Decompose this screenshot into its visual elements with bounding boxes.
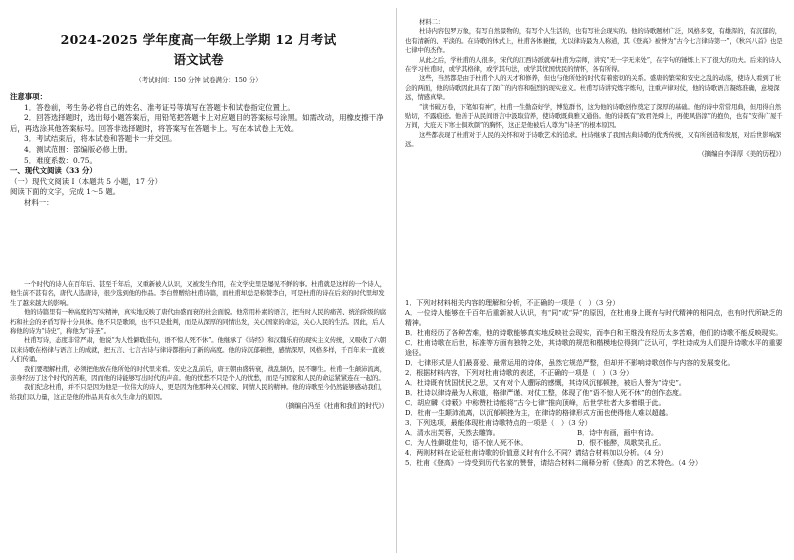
column-divider <box>396 8 397 553</box>
question-3-option: C．为人性僻耽佳句，语不惊人死不休。 <box>405 439 528 447</box>
question-2-stem: 2．根据材料内容，下列对杜甫诗歌的表述，不正确的一项是（ ）（3 分） <box>405 369 634 377</box>
question-1-option: A．一位诗人能够在千百年后重新被人认识，有“同”或“异”的原因，在杜甫身上既有与时代精神的相同点，也有时代所缺乏的精神。 <box>405 309 783 327</box>
question-1-option: C．杜甫诗歌在后世，标准等方面有独特之处，其诗歌的规范和楷模地位得到广泛认可，学杜诗成为人们提升诗歌水平的重要途径。 <box>405 339 783 357</box>
question-1-option: D．七律形式是人们最喜爱、最常运用的诗体，虽然它规范严整，但却并不影响诗歌创作与内容的发展变化。 <box>405 359 735 367</box>
material1-paragraph: 他的诗篇里有一种高度的写实精神，真实地反映了唐代由盛而衰的社会面貌。他常用朴素的语言，把当时人民的痛苦、统治阶级的腐朽和社会的矛盾写得十分具体。他不只是歌颂，也不只是批判，而是从深厚的同情出发，关心国家的命运，关心人民的生活。因此，后人称他的诗为“诗史”，称他为“诗圣”。 <box>10 308 386 336</box>
material1-paragraph: 我们要理解杜甫，必须把他放在他所处的时代里来看。安史之乱前后，唐王朝由盛转衰，战乱频仍，民不聊生。杜甫一生颠沛流离，亲身经历了这个时代的苦难，因而他的诗能够写出时代的声音。他的忧愁不只是个人的忧愁，而是与国家和人民的命运紧紧连在一起的。 <box>10 364 386 383</box>
material2-paragraph: “读书破万卷，下笔如有神”，杜甫一生勤奋好学，博览群书，这为他的诗歌创作奠定了深厚的基础。他的诗中常常用典，但用得自然贴切，不露痕迹。他善于从民间语言中汲取营养，使诗歌既典雅又通俗。他的诗既有“致君尧舜上，再使风俗淳”的抱负，也有“安得广厦千万间，大庇天下寒士俱欢颜”的胸怀，这正是他被后人尊为“诗圣”的根本原因。 <box>405 102 783 130</box>
material2-paragraph: 这些都表现了杜甫对于人民的关怀和对于诗歌艺术的追求。杜诗继承了我国古典诗歌的优秀传统，又有所创造和发展，对后世影响深远。 <box>405 130 781 149</box>
exam-subtitle: 语文试卷 <box>173 52 224 67</box>
question-3-option: A．清水出芙蓉，天然去雕饰。 <box>405 429 500 437</box>
material1-paragraph: 杜甫写诗，态度非常严肃，他说“为人性僻耽佳句，语不惊人死不休”。他继承了《诗经》和汉魏乐府的现实主义传统，又吸收了六朝以来诗歌在格律与语言上的成就，把五言、七言古诗与律诗都推向了新的高度。他的诗沉郁顿挫，感情深厚，风格多样，千百年来一直被人们传诵。 <box>10 336 386 364</box>
note-item: 3．考试结束后，将本试卷和答题卡一并交回。 <box>24 134 177 144</box>
question-2-option: D．杜甫一生颠沛流离，以沉郁顿挫为主，在律诗的格律形式方面也使得他人难以超越。 <box>405 409 673 417</box>
question-1-option: B．杜甫经历了各种苦难，他的诗歌能够真实地反映社会现实，而李白和王维没有经历太多苦难，他们的诗歌不能反映现实。 <box>405 329 783 337</box>
question-4: 4．两则材料在论证杜甫诗歌的价值意义时有什么不同？请结合材料加以分析。（4 分） <box>405 449 668 457</box>
question-3-row <box>405 428 785 438</box>
exam-title: 2024-2025 学年度高一年级上学期 12 月考试 <box>60 32 337 47</box>
section-heading: 一、现代文阅读（33 分） <box>10 166 97 176</box>
note-item: 5．难度系数：0.75。 <box>24 155 97 165</box>
section-intro: 阅读下面的文字，完成 1～5 题。 <box>10 187 121 197</box>
question-2-option: C．胡应麟《诗薮》中称赞杜诗能将“古今七律”推向顶峰，后世学杜者大多着眼于此。 <box>405 399 666 407</box>
material1-body <box>10 280 388 412</box>
material1-paragraph: 我们纪念杜甫，并不只是因为他是一位伟大的诗人，更是因为他那种关心国家、同情人民的精神。他的诗歌至今仍然能够感动我们，给我们以力量，这正是他的作品具有永久生命力的原因。 <box>10 383 386 401</box>
question-5: 5．杜甫《登高》一诗受到历代名家的赞誉，请结合材料二阐释分析《登高》的艺术特色。（4 分） <box>405 459 702 467</box>
note-item: 4．测试范围：部编版必修上册。 <box>24 144 133 154</box>
section-sub: （一）现代文阅读 I（本题共 5 小题，17 分） <box>10 176 163 186</box>
material1-source: （摘编自冯至《杜甫和我们的时代》） <box>281 402 388 411</box>
notes-block <box>10 92 388 209</box>
material2-paragraph: 这些，当然都是由于杜甫个人的天才和修养，但也与他所处的时代有着密切的关系。盛唐的繁荣和安史之乱的动荡，使诗人看到了社会的两面，他的诗歌因此具有了深广的内容和强烈的现实意义。杜甫写诗讲究炼字炼句，注重声律对仗，他的诗歌语言凝练准确，意境深远，情感真挚。 <box>405 74 781 102</box>
exam-meta: （考试时间：150 分钟 试卷满分：150 分） <box>135 76 262 84</box>
question-3-stem: 3．下列选项，最能体现杜甫诗歌特点的一项是（ ）（3 分） <box>405 419 592 427</box>
material1-paragraph: 一个时代的诗人在百年后、甚至千年后，又重新被人认识，又被发生作用，在文学史里是屡见不鲜的事。杜甫就是这样的一个诗人，他生前不甚有名，唐代人选唐诗，很少选到他的作品。李白曾赠给杜甫诗篇，而杜甫却总是称赞李白，可是杜甫的诗在后来的时代里却发生了越来越大的影响。 <box>10 280 386 307</box>
question-2-option: B．杜诗以律诗最为人称道，格律严谨、对仗工整，体现了他“语不惊人死不休”的创作态度。 <box>405 389 686 397</box>
notes-heading: 注意事项： <box>10 92 47 101</box>
question-3-option: B．诗中有画，画中有诗。 <box>577 429 658 437</box>
questions-block <box>405 298 785 468</box>
question-3-row <box>405 438 785 448</box>
material1-label: 材料一： <box>24 197 54 207</box>
material2-source: （摘编自李泽厚《美的历程》） <box>698 149 785 158</box>
question-1-stem: 1．下列对材料相关内容的理解和分析，不正确的一项是（ ）（3 分） <box>405 299 620 307</box>
material2-body <box>405 18 785 159</box>
question-2-option: A．杜诗既有忧国忧民之思，又有对个人遭际的感慨，其诗风沉郁顿挫，被后人誉为“诗史”。 <box>405 379 686 387</box>
material2-paragraph: 从此之后，学杜甫的人很多，宋代的江西诗派就奉杜甫为宗师，讲究“无一字无来处”，在字句的锤炼上下了很大的功夫。后来的诗人在学习杜甫时，或学其格律，或学其句法，或学其忧国忧民的情怀，各有所得。 <box>405 55 781 74</box>
note-item: 2．回答选择题时，选出每小题答案后，用铅笔把答题卡上对应题目的答案标号涂黑。如需改动，用橡皮擦干净后，再选涂其他答案标号。回答非选择题时，将答案写在答题卡上。写在本试卷上无效。 <box>10 113 384 133</box>
material2-label: 材料二： <box>419 18 444 26</box>
question-3-option: D．恨不能醉，凤歌笑孔丘。 <box>577 439 666 447</box>
note-item: 1．答卷前，考生务必将自己的姓名、准考证号等填写在答题卡和试卷指定位置上。 <box>24 102 295 112</box>
material2-paragraph: 杜诗内容包罗万象，有写自然景物的，有写个人生活的，也有写社会现实的。他的诗歌题材广泛，风格多变，有雄浑的，有沉郁的，也有清新的、平淡的。在诗歌的体式上，杜甫各体兼擅，尤以律诗最为人称道，其《登高》被誉为“古今七言律诗第一”，《秋兴八首》也是七律中的杰作。 <box>405 27 783 55</box>
